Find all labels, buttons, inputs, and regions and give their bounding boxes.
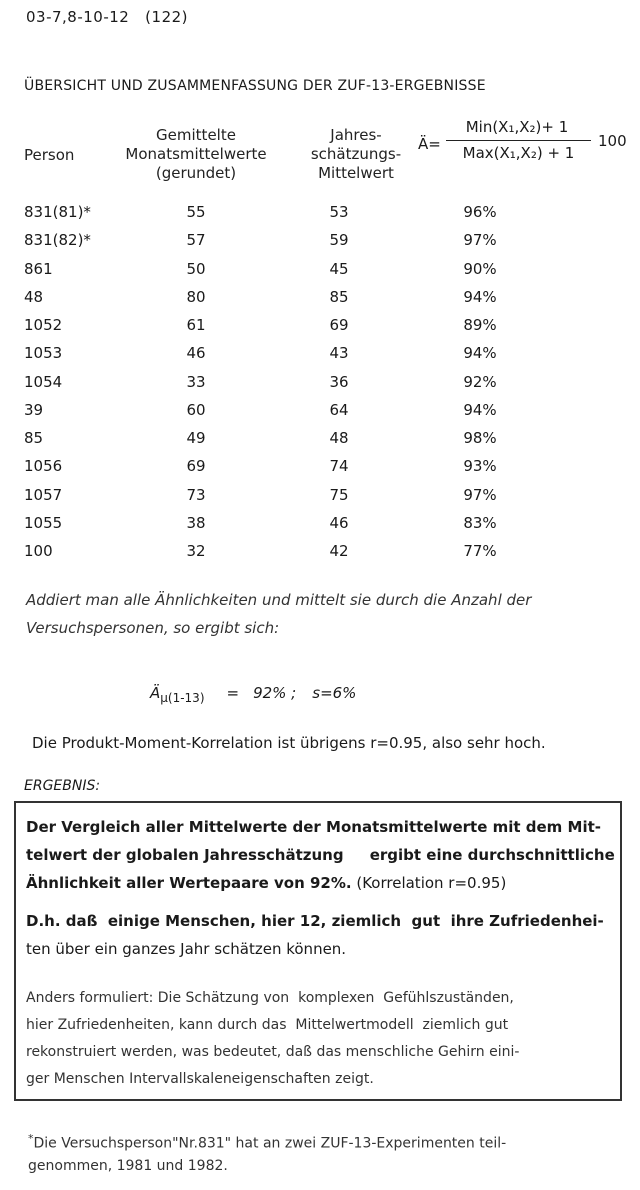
cell-monat: 60	[186, 400, 206, 419]
cell-monat: 32	[186, 542, 206, 561]
cell-jahr: 42	[329, 542, 349, 561]
cell-person: 1057	[24, 485, 63, 504]
footnote	[28, 1128, 506, 1177]
ergebnis-label: ERGEBNIS:	[24, 778, 101, 794]
cell-similarity: 94%	[463, 344, 497, 363]
result-line: ten über ein ganzes Jahr schätzen können.	[26, 940, 347, 958]
result-paragraph-3	[26, 985, 610, 1093]
mean-symbol: Ä	[150, 684, 161, 702]
table-row	[24, 396, 530, 424]
cell-monat: 69	[186, 457, 206, 476]
cell-jahr: 43	[329, 344, 349, 363]
mean-eq: =	[226, 684, 240, 702]
cell-similarity: 94%	[463, 400, 497, 419]
cell-jahr: 69	[329, 316, 349, 335]
cell-monat: 49	[186, 429, 206, 448]
cell-monat: 73	[186, 485, 206, 504]
footnote-mark: *	[28, 1132, 34, 1145]
results-table	[24, 198, 530, 565]
col-header-person: Person	[24, 146, 75, 164]
cell-monat: 33	[186, 372, 206, 391]
cell-monat: 55	[186, 203, 206, 222]
summary-line: Addiert man alle Ähnlichkeiten und mittelt sie durch die Anzahl der	[26, 591, 532, 609]
mean-subscript: μ(1-13)	[160, 691, 205, 705]
col-header-monat-line: (gerundet)	[155, 164, 237, 182]
col-header-jahr-line: schätzungs-	[310, 145, 402, 163]
cell-monat: 80	[186, 287, 206, 306]
result-line	[26, 869, 610, 897]
mean-sd: s=6%	[312, 684, 357, 702]
cell-person: 100	[24, 542, 53, 561]
cell-jahr: 59	[329, 231, 349, 250]
cell-person: 861	[24, 259, 53, 278]
cell-similarity: 83%	[463, 513, 497, 532]
footnote-text: Die Versuchsperson"Nr.831" hat an zwei ZUF-13-Experimenten teil-	[33, 1135, 507, 1152]
formula-denominator: Max(X₁,X₂) + 1	[462, 144, 575, 162]
cell-person: 48	[24, 287, 44, 306]
table-row	[24, 198, 530, 226]
result-line: telwert der globalen Jahresschätzung ergibt eine durchschnittliche	[26, 846, 615, 864]
result-line-text: Ähnlichkeit aller Wertepaare von 92%.	[26, 874, 352, 892]
table-row	[24, 509, 530, 537]
cell-jahr: 74	[329, 457, 349, 476]
cell-monat: 50	[186, 259, 206, 278]
cell-similarity: 96%	[463, 203, 497, 222]
cell-monat: 46	[186, 344, 206, 363]
header-ref: 03-7,8-10-12	[26, 8, 130, 26]
header-page: (122)	[145, 8, 189, 26]
cell-similarity: 97%	[463, 485, 497, 504]
result-line: ger Menschen Intervallskaleneigenschaften zeigt.	[26, 1071, 374, 1087]
cell-person: 1052	[24, 316, 63, 335]
cell-similarity: 90%	[463, 259, 497, 278]
cell-jahr: 45	[329, 259, 349, 278]
page-title: ÜBERSICHT UND ZUSAMMENFASSUNG DER ZUF-13-ERGEBNISSE	[24, 78, 486, 94]
cell-similarity: 89%	[463, 316, 497, 335]
col-header-monat	[116, 126, 276, 183]
cell-monat: 38	[186, 513, 206, 532]
table-row	[24, 339, 530, 367]
col-header-monat-line: Monatsmittelwerte	[125, 145, 267, 163]
cell-person: 1053	[24, 344, 63, 363]
cell-similarity: 93%	[463, 457, 497, 476]
cell-similarity: 98%	[463, 429, 497, 448]
cell-person: 831(82)*	[24, 231, 91, 250]
table-row	[24, 537, 530, 565]
cell-person: 1055	[24, 513, 63, 532]
cell-similarity: 92%	[463, 372, 497, 391]
cell-jahr: 85	[329, 287, 349, 306]
cell-jahr: 48	[329, 429, 349, 448]
formula-lhs: Ä=	[418, 135, 441, 153]
formula-fraction-bar	[446, 140, 591, 141]
cell-similarity: 77%	[463, 542, 497, 561]
summary-paragraph	[26, 586, 531, 642]
page-header	[26, 8, 188, 26]
result-correlation-note: (Korrelation r=0.95)	[351, 874, 507, 892]
table-row	[24, 481, 530, 509]
formula-numerator: Min(X₁,X₂)+ 1	[465, 118, 569, 136]
col-header-jahr-line: Jahres-	[330, 126, 382, 144]
cell-person: 831(81)*	[24, 203, 91, 222]
result-line: rekonstruiert werden, was bedeutet, daß das menschliche Gehirn eini-	[26, 1044, 520, 1060]
col-header-jahr-line: Mittelwert	[318, 164, 394, 182]
cell-person: 1056	[24, 457, 63, 476]
result-line: D.h. daß einige Menschen, hier 12, ziemlich gut ihre Zufriedenhei-	[26, 912, 604, 930]
similarity-formula	[418, 118, 627, 168]
correlation-sentence: Die Produkt-Moment-Korrelation ist übrigens r=0.95, also sehr hoch.	[32, 734, 546, 752]
result-box	[14, 801, 622, 1101]
result-line: Anders formuliert: Die Schätzung von komplexen Gefühlszuständen,	[26, 990, 514, 1006]
table-row	[24, 452, 530, 480]
cell-similarity: 94%	[463, 287, 497, 306]
cell-jahr: 46	[329, 513, 349, 532]
mean-value: 92% ;	[253, 684, 297, 702]
cell-jahr: 64	[329, 400, 349, 419]
table-row	[24, 311, 530, 339]
cell-jahr: 75	[329, 485, 349, 504]
cell-monat: 61	[186, 316, 206, 335]
result-paragraph-1	[26, 813, 615, 897]
cell-monat: 57	[186, 231, 206, 250]
table-row	[24, 368, 530, 396]
cell-person: 1054	[24, 372, 63, 391]
cell-similarity: 97%	[463, 231, 497, 250]
result-line: Der Vergleich aller Mittelwerte der Monatsmittelwerte mit dem Mit-	[26, 818, 601, 836]
cell-person: 39	[24, 400, 44, 419]
formula-multiplier: 100	[598, 132, 627, 150]
table-row	[24, 255, 530, 283]
cell-jahr: 53	[329, 203, 349, 222]
col-header-monat-line: Gemittelte	[156, 126, 236, 144]
col-header-jahr	[304, 126, 408, 183]
cell-person: 85	[24, 429, 44, 448]
mean-similarity	[150, 684, 356, 705]
footnote-line	[28, 1128, 506, 1155]
result-paragraph-2	[26, 907, 610, 963]
table-row	[24, 424, 530, 452]
cell-jahr: 36	[329, 372, 349, 391]
result-line: hier Zufriedenheiten, kann durch das Mittelwertmodell ziemlich gut	[26, 1017, 509, 1033]
table-row	[24, 226, 530, 254]
summary-line: Versuchspersonen, so ergibt sich:	[26, 619, 280, 637]
table-row	[24, 283, 530, 311]
footnote-line: genommen, 1981 und 1982.	[28, 1157, 228, 1174]
